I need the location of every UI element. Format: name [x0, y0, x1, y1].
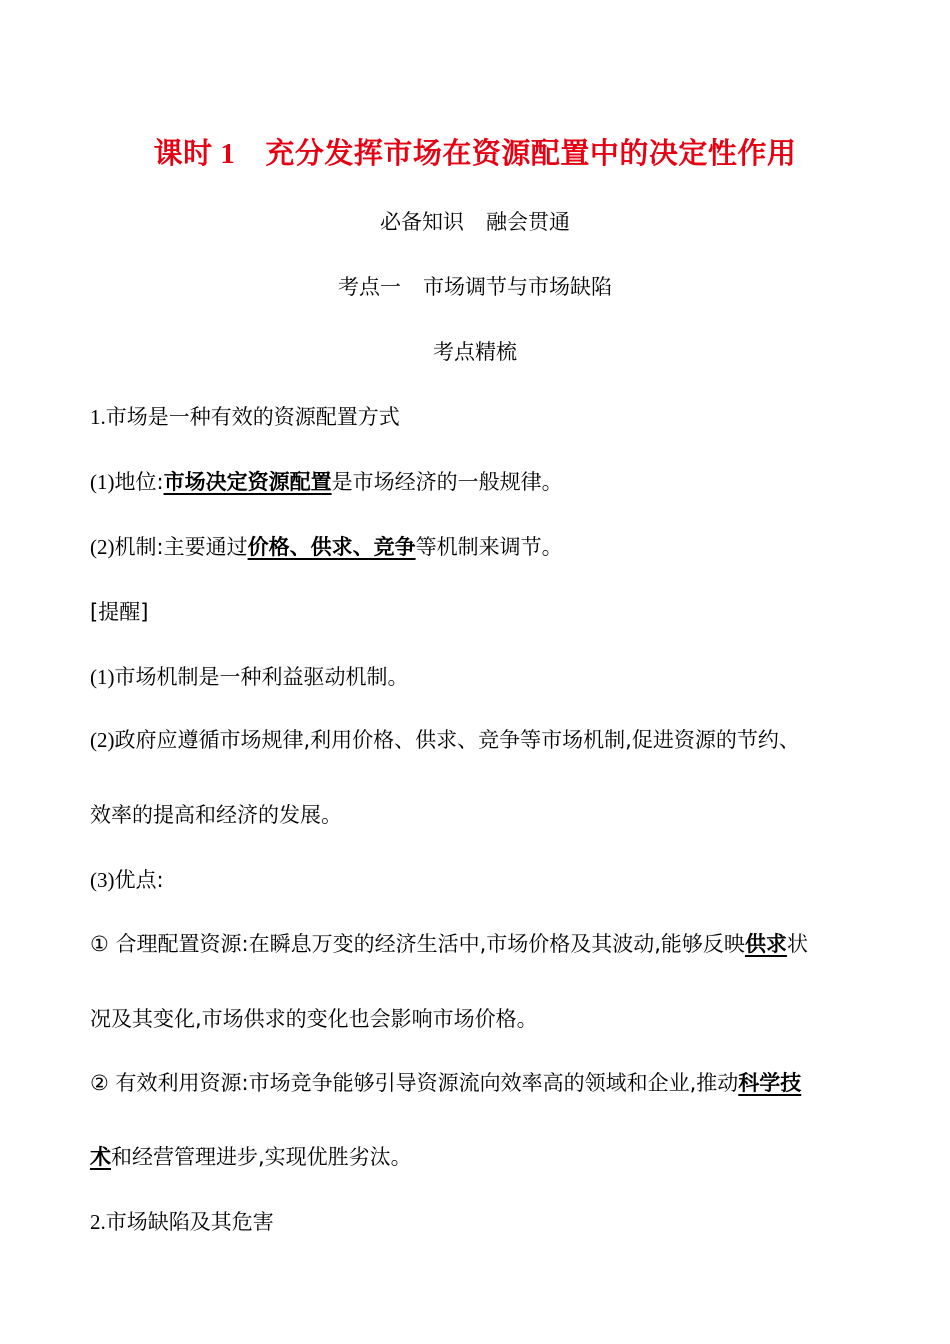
circled-number-2: ②: [90, 1071, 109, 1095]
paragraph-3-number: (2): [90, 535, 115, 559]
paragraph-3-pre: 机制:主要通过: [114, 535, 248, 559]
advantage-1-line-2: 况及其变化,市场供求的变化也会影响市场价格。: [90, 1007, 538, 1031]
lesson-title-text: 充分发挥市场在资源配置中的决定性作用: [265, 136, 797, 170]
paragraph-1: [90, 401, 400, 431]
note-3: [90, 864, 164, 894]
lesson-number: 课时 1: [153, 138, 236, 170]
section-heading-b: 融会贯通: [486, 210, 570, 234]
paragraph-1-number: 1.: [90, 405, 106, 429]
note-2-line-1: [90, 724, 800, 754]
keyword-underlined: 科学技: [738, 1071, 802, 1095]
paragraph-1-text: 市场是一种有效的资源配置方式: [105, 405, 400, 429]
lesson-title: [0, 131, 950, 172]
advantage-1-line-1: [90, 928, 808, 958]
keyword-underlined: 供求: [744, 932, 787, 956]
paragraph-4: [90, 1206, 274, 1236]
paragraph-3: [90, 531, 563, 561]
paragraph-2: [90, 466, 563, 496]
section-heading: [0, 206, 950, 236]
paragraph-2-post: 是市场经济的一般规律。: [331, 470, 563, 494]
note-3-number: (3): [90, 868, 115, 892]
note-3-text: 优点:: [114, 868, 164, 892]
keyword-underlined: 术: [90, 1145, 111, 1169]
section-heading-a: 必备知识: [380, 210, 464, 234]
note-label: [提醒]: [90, 600, 149, 624]
paragraph-4-text: 市场缺陷及其危害: [105, 1210, 274, 1234]
note-2-number: (2): [90, 728, 115, 752]
circled-number-1: ①: [90, 932, 109, 956]
paragraph-3-post: 等机制来调节。: [415, 535, 563, 559]
topic-heading: [0, 271, 950, 301]
topic-heading-a: 考点一: [338, 275, 401, 299]
advantage-2-line-2: [90, 1141, 412, 1171]
subheading: 考点精梳: [433, 340, 517, 364]
advantage-2-text: 有效利用资源:市场竞争能够引导资源流向效率高的领域和企业,推动: [108, 1071, 739, 1095]
note-1-number: (1): [90, 665, 115, 689]
paragraph-4-number: 2.: [90, 1210, 106, 1234]
advantage-1-post: 状: [786, 932, 808, 956]
note-2-text: 政府应遵循市场规律,利用价格、供求、竞争等市场机制,促进资源的节约、: [114, 728, 800, 752]
note-2-line-2: 效率的提高和经济的发展。: [90, 803, 342, 827]
paragraph-2-number: (1): [90, 470, 115, 494]
topic-heading-b: 市场调节与市场缺陷: [423, 275, 612, 299]
keyword-underlined: 价格、供求、竞争: [247, 535, 416, 559]
advantage-1-text: 合理配置资源:在瞬息万变的经济生活中,市场价格及其波动,能够反映: [108, 932, 745, 956]
note-1: [90, 661, 409, 691]
note-1-text: 市场机制是一种利益驱动机制。: [114, 665, 409, 689]
keyword-underlined: 市场决定资源配置: [163, 470, 332, 494]
advantage-2-post: 和经营管理进步,实现优胜劣汰。: [111, 1145, 412, 1169]
advantage-2-line-1: [90, 1067, 801, 1097]
paragraph-2-pre: 地位:: [114, 470, 164, 494]
